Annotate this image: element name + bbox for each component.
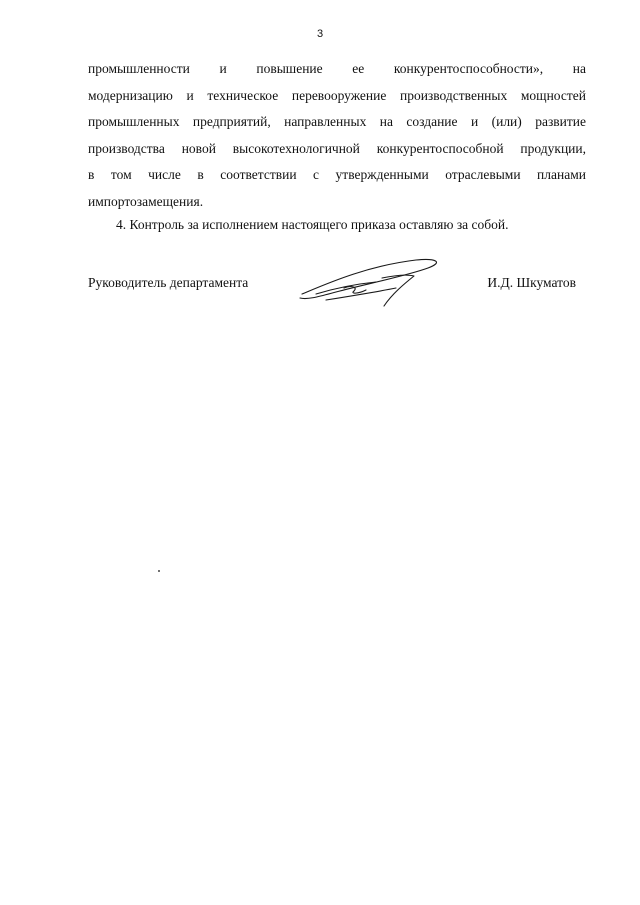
signatory-name: И.Д. Шкуматов bbox=[487, 275, 576, 290]
page-number: 3 bbox=[316, 28, 324, 40]
text-line: в том числе в соответствии с утвержденными отраслевыми планами bbox=[88, 167, 586, 182]
text-line: производства новой высокотехнологичной конкурентоспособной продукции, bbox=[88, 140, 586, 156]
signatory-position: Руководитель департамента bbox=[88, 275, 249, 290]
item-4-paragraph: 4. Контроль за исполнением настоящего приказа оставляю за собой. bbox=[116, 217, 509, 232]
paragraph-continuation bbox=[88, 56, 586, 215]
signature-block bbox=[88, 272, 586, 312]
text-line: импортозамещения. bbox=[88, 193, 204, 209]
scan-speck bbox=[158, 570, 160, 572]
text-line: промышленных предприятий, направленных на создание и (или) развитие bbox=[88, 114, 586, 129]
handwritten-signature bbox=[296, 254, 446, 310]
text-line: промышленности и повышение ее конкурентоспособности», на bbox=[88, 61, 586, 76]
text-line: модернизацию и техническое перевооружение производственных мощностей bbox=[88, 87, 586, 103]
